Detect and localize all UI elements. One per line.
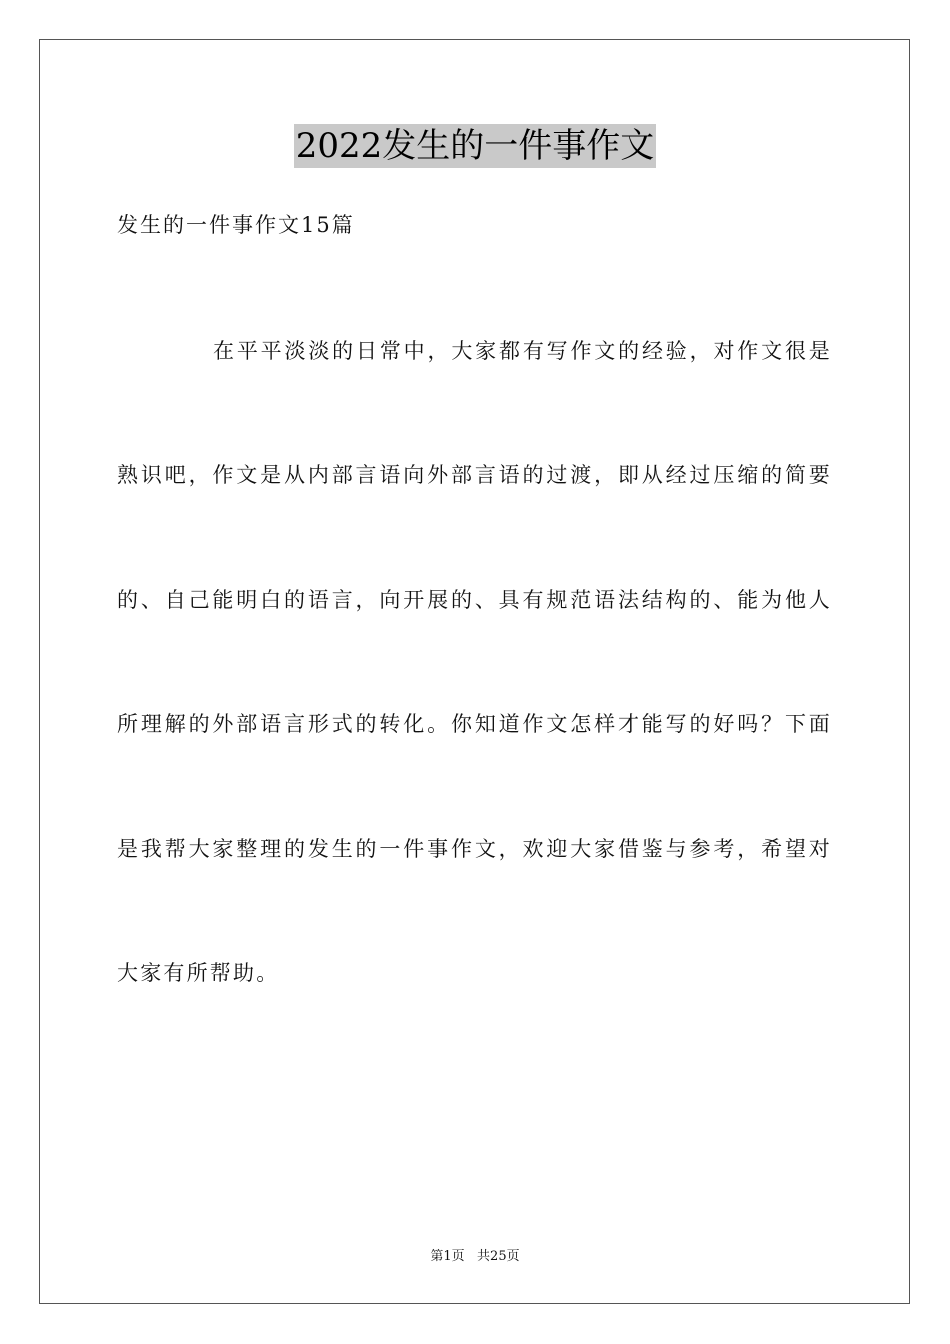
paragraph-line: 熟识吧，作文是从内部言语向外部言语的过渡，即从经过压缩的简要 <box>117 463 832 487</box>
paragraph-line: 所理解的外部语言形式的转化。你知道作文怎样才能写的好吗？下面 <box>117 712 832 736</box>
paragraph-line: 的、自己能明白的语言，向开展的、具有规范语法结构的、能为他人 <box>117 588 832 612</box>
paragraph-line: 大家有所帮助。 <box>117 961 280 985</box>
paragraph-line: 在平平淡淡的日常中，大家都有写作文的经验，对作文很是 <box>213 339 832 363</box>
document-title: 2022发生的一件事作文 <box>295 126 655 166</box>
page-number-footer: 第1页 共25页 <box>430 1249 520 1264</box>
title-container <box>0 124 950 168</box>
document-subtitle: 发生的一件事作文15篇 <box>117 213 355 237</box>
paragraph-line: 是我帮大家整理的发生的一件事作文，欢迎大家借鉴与参考，希望对 <box>117 837 832 861</box>
